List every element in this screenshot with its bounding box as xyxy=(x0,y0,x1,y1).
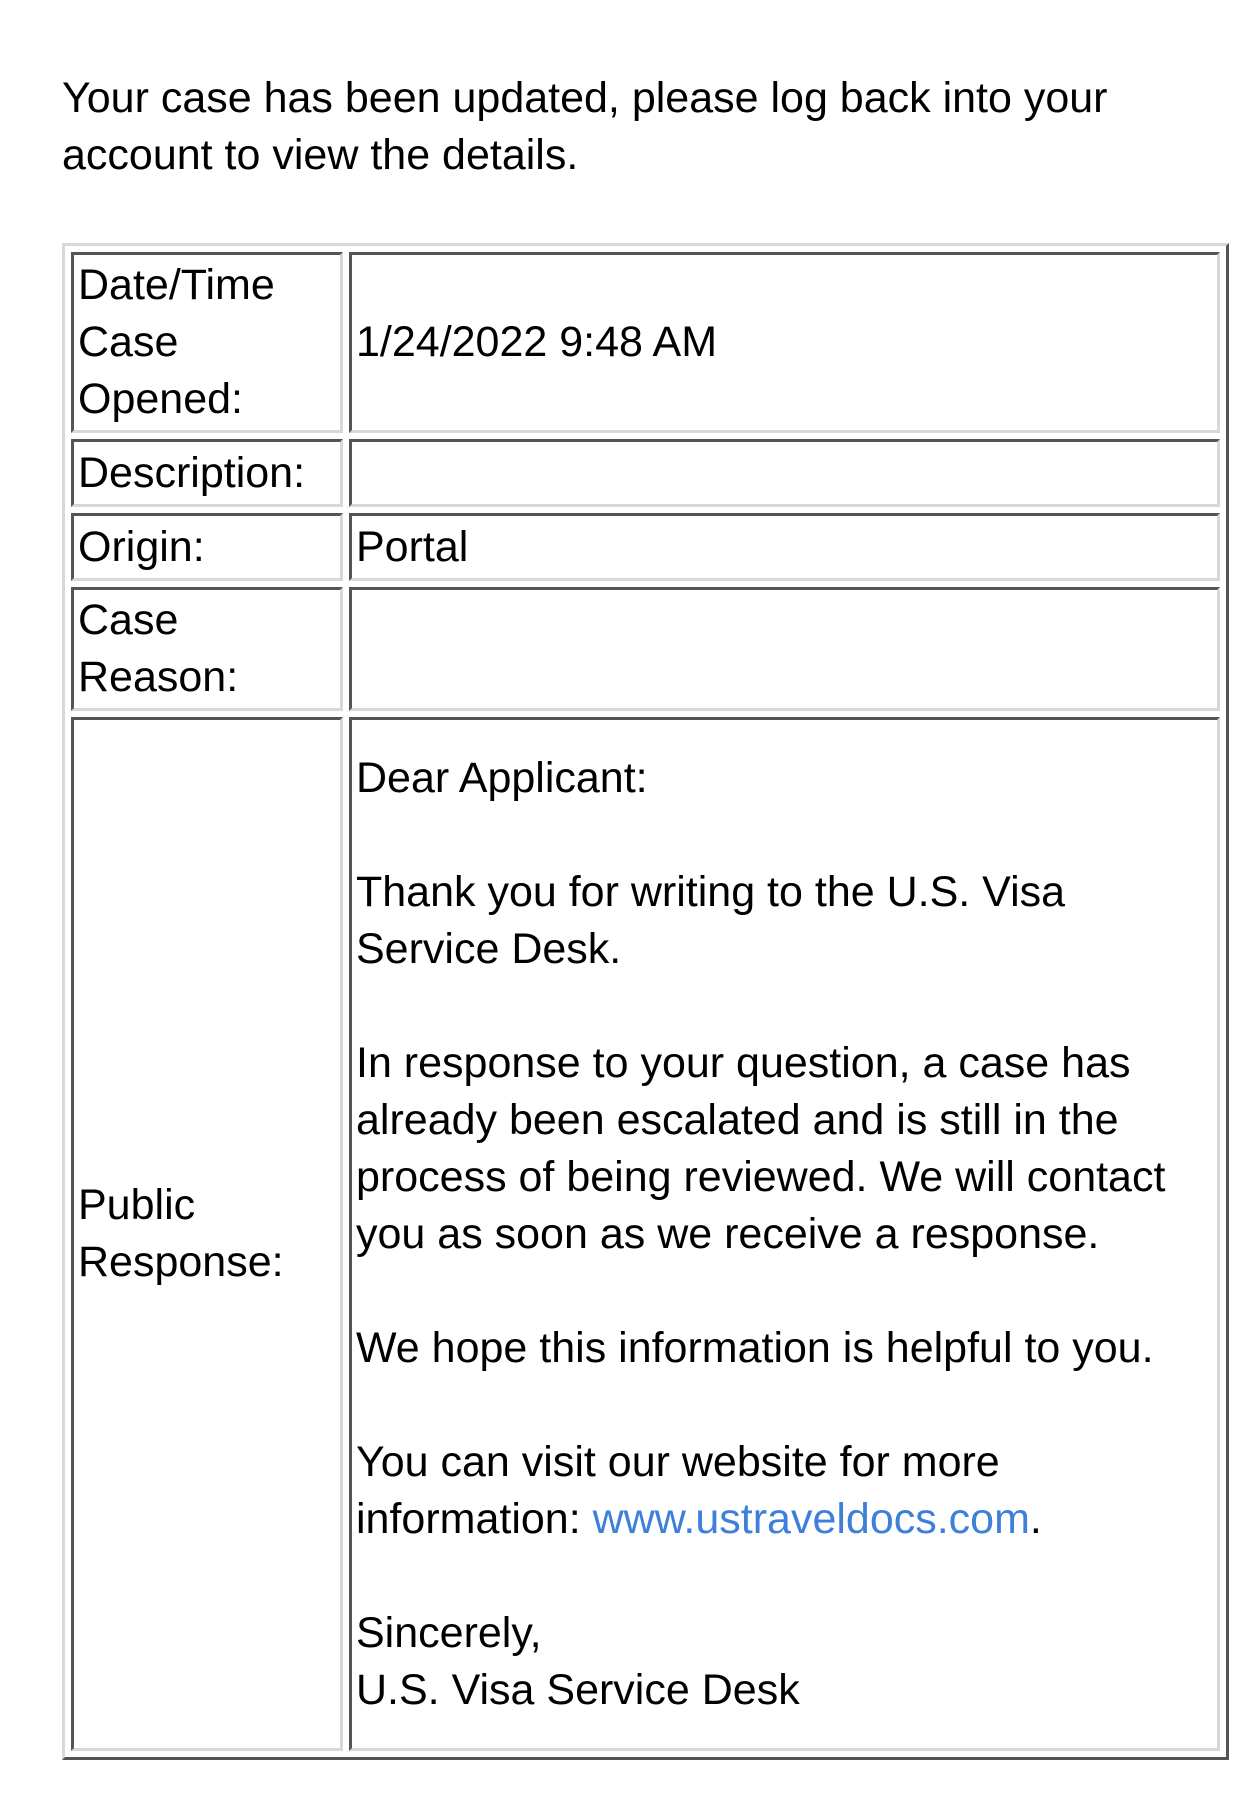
response-visit xyxy=(356,1434,1213,1548)
description-value xyxy=(349,439,1220,507)
response-thanks: Thank you for writing to the U.S. Visa Service Desk. xyxy=(356,867,1066,973)
table-row xyxy=(71,439,1220,507)
public-response-value xyxy=(349,717,1220,1751)
update-message: Your case has been updated, please log back into your account to view the details. xyxy=(62,74,1108,179)
response-body: In response to your question, a case has already been escalated and is still in the process of being reviewed. We will contact you as soon as we receive a response. xyxy=(356,1038,1166,1258)
case-reason-label: Case Reason: xyxy=(71,587,343,711)
visit-suffix: . xyxy=(1029,1494,1042,1543)
case-details-table xyxy=(62,243,1229,1760)
origin-label: Origin: xyxy=(71,513,343,581)
response-signature: U.S. Visa Service Desk xyxy=(356,1665,800,1714)
response-greeting: Dear Applicant: xyxy=(356,753,648,802)
date-opened-value: 1/24/2022 9:48 AM xyxy=(349,252,1220,433)
date-opened-label: Date/Time Case Opened: xyxy=(71,252,343,433)
response-closing: Sincerely, xyxy=(356,1608,542,1657)
case-reason-value xyxy=(349,587,1220,711)
visit-text: You can visit our website for more information: xyxy=(356,1437,1000,1543)
table-row xyxy=(71,252,1220,433)
table-row xyxy=(71,717,1220,1751)
response-signoff xyxy=(356,1605,1213,1719)
table-row xyxy=(71,587,1220,711)
table-row xyxy=(71,513,1220,581)
response-hope: We hope this information is helpful to you. xyxy=(356,1323,1154,1372)
public-response-label: Public Response: xyxy=(71,717,343,1751)
description-label: Description: xyxy=(71,439,343,507)
origin-value: Portal xyxy=(349,513,1220,581)
website-link[interactable]: www.ustraveldocs.com xyxy=(592,1494,1030,1543)
